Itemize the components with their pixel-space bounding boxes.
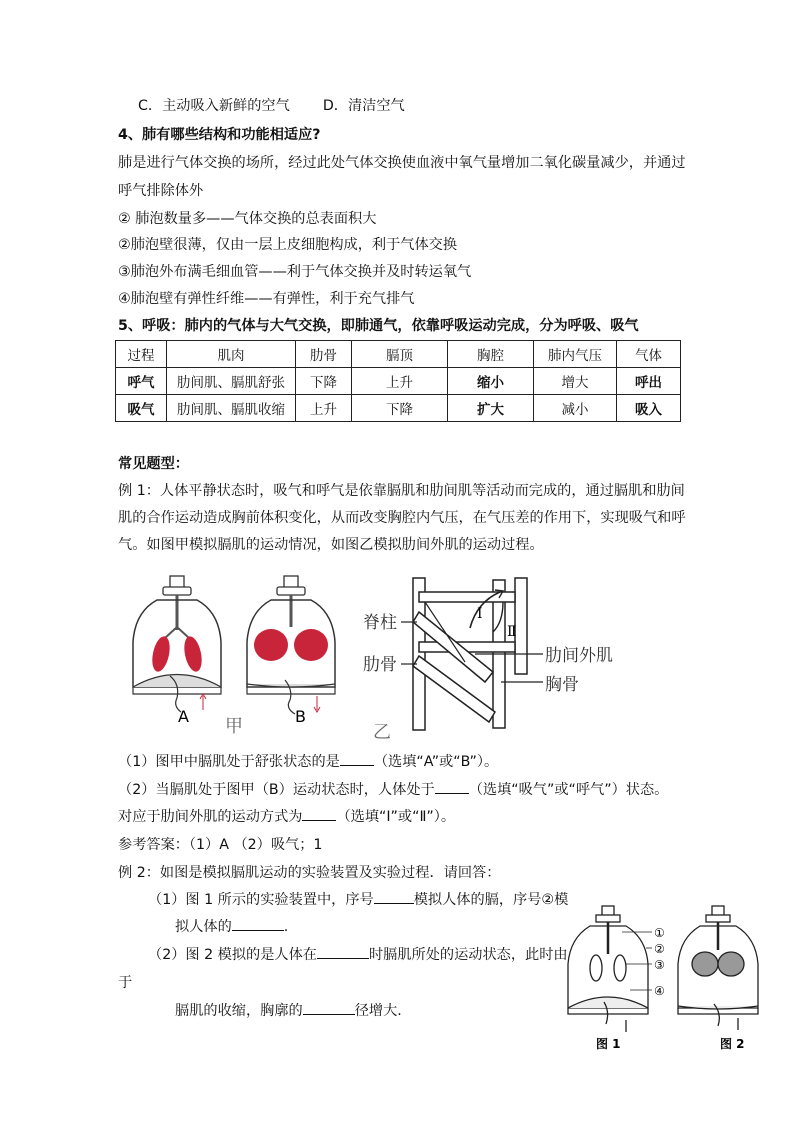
table-cell: 下降 (352, 395, 448, 422)
figure-1-2 (560, 902, 760, 1054)
bell-jar-a-illustration (133, 576, 221, 712)
figure-2-caption: 图 2 (720, 1037, 745, 1051)
options-line (138, 95, 405, 115)
q4-point-3: ③肺泡外布满毛细血管——利于气体交换并及时转运氧气 (118, 264, 472, 280)
q5-title: 5、呼吸：肺内的气体与大气交换，即肺通气，依靠呼吸运动完成，分为呼吸、吸气 (118, 318, 639, 334)
ex2-question-1b: 拟人体的 . (175, 919, 289, 935)
answer-blank[interactable] (232, 917, 284, 931)
label-4: ④ (654, 984, 665, 998)
answer-blank[interactable] (303, 1001, 355, 1015)
example-1-line-2: 肌的合作运动造成胸前体积变化，从而改变胸腔内气压，在气压差的作用下，实现吸气和呼 (118, 510, 686, 526)
q4-title: 4、肺有哪些结构和功能相适应? (118, 127, 321, 143)
example-1-line-3: 气。如图甲模拟膈肌的运动情况，如图乙模拟肋间外肌的运动过程。 (118, 537, 544, 553)
table-cell: 肋间肌、膈肌舒张 (167, 368, 296, 395)
label-jia: 甲 (225, 716, 243, 737)
table-cell: 扩大 (448, 395, 534, 422)
reference-answer: 参考答案：（1）A （2）吸气；1 (118, 837, 323, 853)
q4-intro-1: 肺是进行气体交换的场所，经过此处气体交换使血液中氧气量增加二氧化碳量减少，并通过 (118, 155, 686, 171)
example-1-line-1: 例 1：人体平静状态时，吸气和呼气是依靠膈肌和肋间肌等活动而完成的，通过膈肌和肋间 (118, 483, 685, 499)
table-header: 肋骨 (296, 341, 352, 368)
table-header: 膈顶 (352, 341, 448, 368)
breathing-table (115, 340, 681, 422)
option-d: D．清洁空气 (322, 98, 405, 114)
label-rib: 肋骨 (363, 655, 397, 675)
label-2: ② (654, 942, 665, 956)
label-roman-one: Ⅰ (477, 606, 483, 622)
table-header: 气体 (617, 341, 681, 368)
q4-point-4: ④肺泡壁有弹性纤维——有弹性，利于充气排气 (118, 291, 415, 307)
answer-blank[interactable] (317, 945, 369, 959)
ex2-question-2b: 于 (118, 975, 133, 991)
table-cell: 缩小 (448, 368, 534, 395)
ex2-question-2a: （2）图 2 模拟的是人体在 时膈肌所处的运动状态，此时由 (148, 947, 568, 963)
table-cell: 肋间肌、膈肌收缩 (167, 395, 296, 422)
example-2-title: 例 2：如图是模拟膈肌运动的实验装置及实验过程．请回答： (118, 865, 501, 881)
q4-point-2: ②肺泡壁很薄，仅由一层上皮细胞构成，利于气体交换 (118, 237, 458, 253)
label-intercostal-muscle: 肋间外肌 (545, 646, 613, 666)
ex1-question-2: （2）当膈肌处于图甲（B）运动状态时，人体处于 （选填“吸气”或“呼气”）状态。 (118, 782, 669, 798)
ex1-question-1: （1）图甲中膈肌处于舒张状态的是 （选填“A”或“B”）。 (118, 754, 499, 770)
figure-1-caption: 图 1 (596, 1037, 621, 1051)
answer-blank[interactable] (302, 807, 336, 821)
answer-blank[interactable] (340, 752, 374, 766)
q4-intro-2: 呼气排除体外 (118, 183, 204, 199)
table-header: 肺内气压 (534, 341, 617, 368)
table-cell: 吸入 (617, 395, 681, 422)
table-header: 胸腔 (448, 341, 534, 368)
ex1-question-2b: 对应于肋间外肌的运动方式为 （选填“Ⅰ”或“Ⅱ”）。 (118, 809, 456, 825)
label-roman-two: Ⅱ (507, 624, 517, 640)
answer-blank[interactable] (374, 890, 414, 904)
common-title: 常见题型： (118, 456, 189, 472)
q4-point-1: ② 肺泡数量多——气体交换的总表面积大 (118, 211, 377, 227)
label-3: ③ (654, 958, 665, 972)
table-header-row (116, 341, 681, 368)
bell-jar-b-illustration (247, 576, 335, 714)
label-a: A (178, 707, 189, 726)
label-1: ① (654, 926, 665, 940)
option-c: C．主动吸入新鲜的空气 (138, 98, 290, 114)
label-spine: 脊柱 (363, 613, 397, 633)
bell-jar-figure-2 (678, 906, 758, 1030)
table-row (116, 368, 681, 395)
ex2-question-2c: 膈肌的收缩，胸廓的 径增大. (175, 1003, 402, 1019)
figure-jia-yi (125, 572, 655, 744)
table-cell: 呼气 (116, 368, 167, 395)
answer-blank[interactable] (435, 780, 469, 794)
table-row (116, 395, 681, 422)
label-yi: 乙 (373, 722, 391, 743)
table-cell: 增大 (534, 368, 617, 395)
bell-jar-figure-1 (568, 906, 648, 1032)
table-header: 肌肉 (167, 341, 296, 368)
table-cell: 呼出 (617, 368, 681, 395)
label-b: B (295, 707, 306, 726)
table-cell: 减小 (534, 395, 617, 422)
label-sternum: 胸骨 (545, 675, 579, 695)
table-cell: 下降 (296, 368, 352, 395)
table-cell: 吸气 (116, 395, 167, 422)
table-cell: 上升 (352, 368, 448, 395)
table-cell: 上升 (296, 395, 352, 422)
ex2-question-1a: （1）图 1 所示的实验装置中，序号 模拟人体的膈，序号②模 (148, 892, 569, 908)
table-header: 过程 (116, 341, 167, 368)
